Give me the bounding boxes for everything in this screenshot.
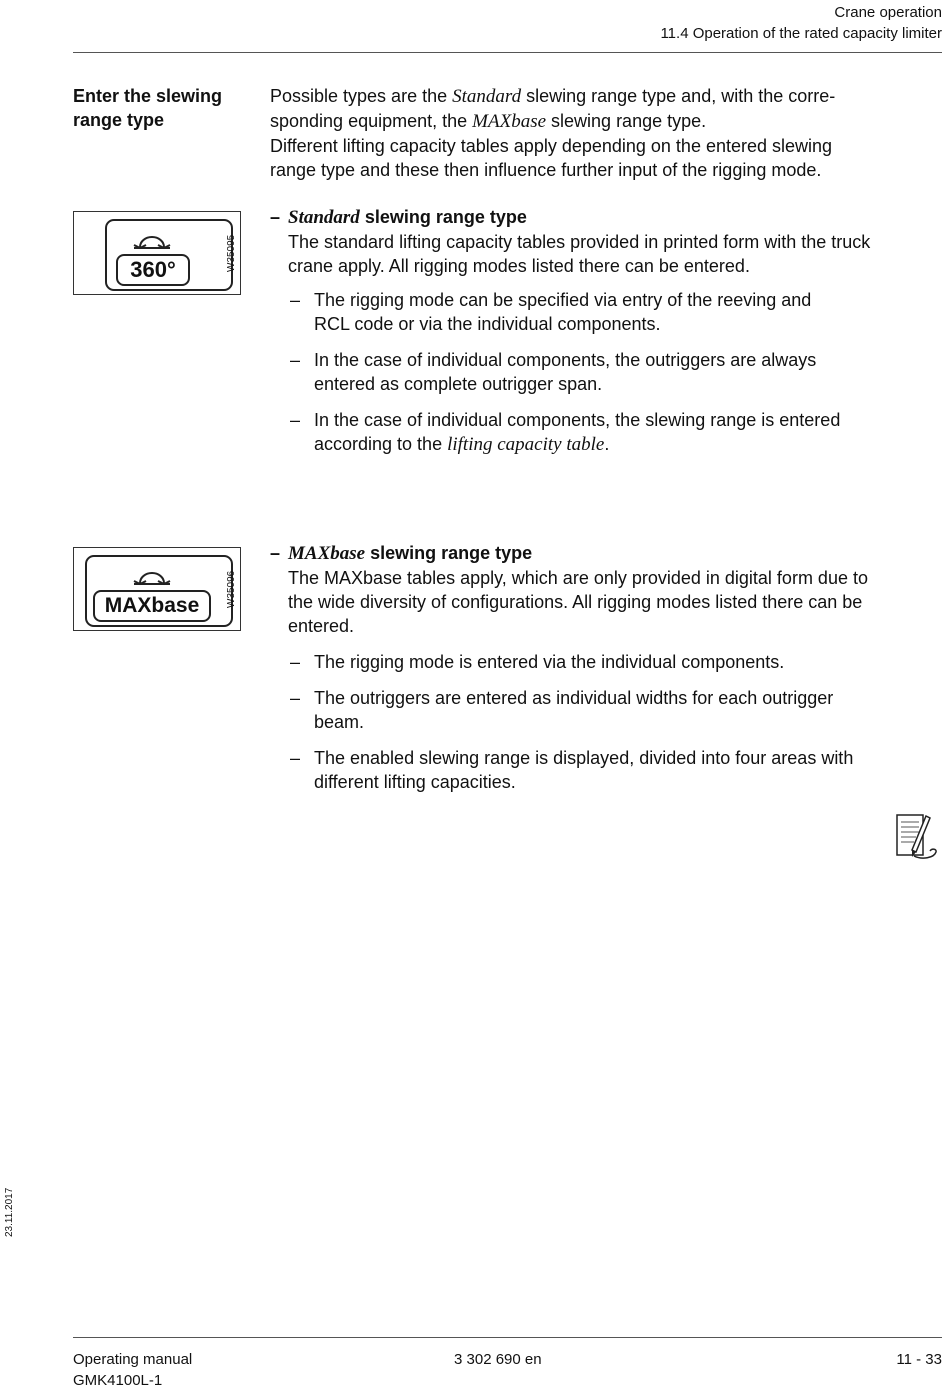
item-line: beam.	[314, 712, 365, 732]
footer-doc-number: 3 302 690 en	[454, 1351, 542, 1368]
list-item	[290, 408, 942, 457]
figure-code: W35096	[226, 570, 237, 608]
intro-text: slewing range type and, with the corre-	[521, 86, 836, 106]
figure-code: W35095	[226, 234, 237, 272]
figure-label-maxbase: MAXbase	[104, 594, 200, 617]
list-item	[290, 348, 942, 396]
intro-text: Possible types are the	[270, 86, 453, 106]
intro-text: range type and these then influence further input of the rigging mode.	[270, 160, 822, 180]
list-item	[290, 288, 942, 336]
sub-dash: –	[290, 688, 301, 708]
notepad-pencil-icon	[894, 812, 940, 862]
sub-dash: –	[290, 290, 301, 310]
standard-title	[270, 205, 942, 230]
item-line: The rigging mode can be specified via entry of the reeving and	[314, 290, 812, 310]
heading-line-1: Enter the slewing	[73, 86, 223, 106]
footer-left	[73, 1349, 192, 1391]
sub-dash: –	[290, 410, 301, 430]
standard-section	[270, 205, 942, 469]
item-text: .	[604, 434, 610, 454]
item-italic: lifting capacity table	[447, 434, 605, 455]
maxbase-term: MAXbase	[472, 111, 547, 132]
intro-text: sponding equipment, the	[270, 111, 473, 131]
heading-line-2: range type	[73, 110, 165, 130]
header-section: 11.4 Operation of the rated capacity limiter	[660, 25, 942, 42]
desc-line: crane apply. All rigging modes listed there can be entered.	[288, 256, 750, 276]
maxbase-subitems	[270, 650, 942, 794]
figure-maxbase	[73, 547, 241, 631]
bullet-dash: –	[270, 207, 281, 227]
desc-line: The MAXbase tables apply, which are only provided in digital form due to	[288, 568, 868, 588]
standard-term: Standard	[452, 86, 522, 107]
desc-line: entered.	[288, 616, 355, 636]
header-rule	[73, 52, 942, 53]
intro-paragraph	[270, 84, 942, 182]
section-heading	[73, 84, 253, 132]
standard-description	[270, 230, 942, 278]
figure-label-360: 360°	[130, 257, 176, 282]
list-item	[290, 746, 942, 794]
title-italic: Standard	[288, 207, 360, 228]
footer-model: GMK4100L-1	[73, 1372, 163, 1389]
title-text: slewing range type	[365, 543, 533, 563]
desc-line: The standard lifting capacity tables provided in printed form with the truck	[288, 232, 871, 252]
running-header	[660, 2, 942, 44]
side-date-text: 23.11.2017	[4, 1187, 15, 1237]
item-line: In the case of individual components, the slewing range is entered	[314, 410, 841, 430]
figure-standard-360	[73, 211, 241, 295]
side-date	[4, 1180, 34, 1244]
item-line: RCL code or via the individual components.	[314, 314, 661, 334]
footer-page-number: 11 - 33	[896, 1351, 942, 1368]
maxbase-title	[270, 541, 942, 566]
maxbase-description	[270, 566, 942, 638]
sub-dash: –	[290, 748, 301, 768]
footer-rule	[73, 1337, 942, 1338]
item-line: The enabled slewing range is displayed, divided into four areas with	[314, 748, 854, 768]
item-line: The outriggers are entered as individual widths for each outrigger	[314, 688, 834, 708]
item-line: entered as complete outrigger span.	[314, 374, 603, 394]
intro-text: slewing range type.	[546, 111, 707, 131]
item-line: In the case of individual components, the outriggers are always	[314, 350, 817, 370]
maxbase-section	[270, 541, 942, 806]
title-text: slewing range type	[359, 207, 527, 227]
sub-dash: –	[290, 652, 301, 672]
list-item	[290, 686, 942, 734]
list-item	[290, 650, 942, 674]
item-line: The rigging mode is entered via the individual components.	[314, 652, 785, 672]
header-chapter: Crane operation	[834, 4, 942, 21]
desc-line: the wide diversity of configurations. All rigging modes listed there can be	[288, 592, 863, 612]
item-text: according to the	[314, 434, 448, 454]
item-line: different lifting capacities.	[314, 772, 516, 792]
intro-text: Different lifting capacity tables apply depending on the entered slewing	[270, 136, 833, 156]
bullet-dash: –	[270, 543, 281, 563]
footer-manual: Operating manual	[73, 1351, 193, 1368]
standard-subitems	[270, 288, 942, 457]
title-italic: MAXbase	[288, 543, 366, 564]
sub-dash: –	[290, 350, 301, 370]
